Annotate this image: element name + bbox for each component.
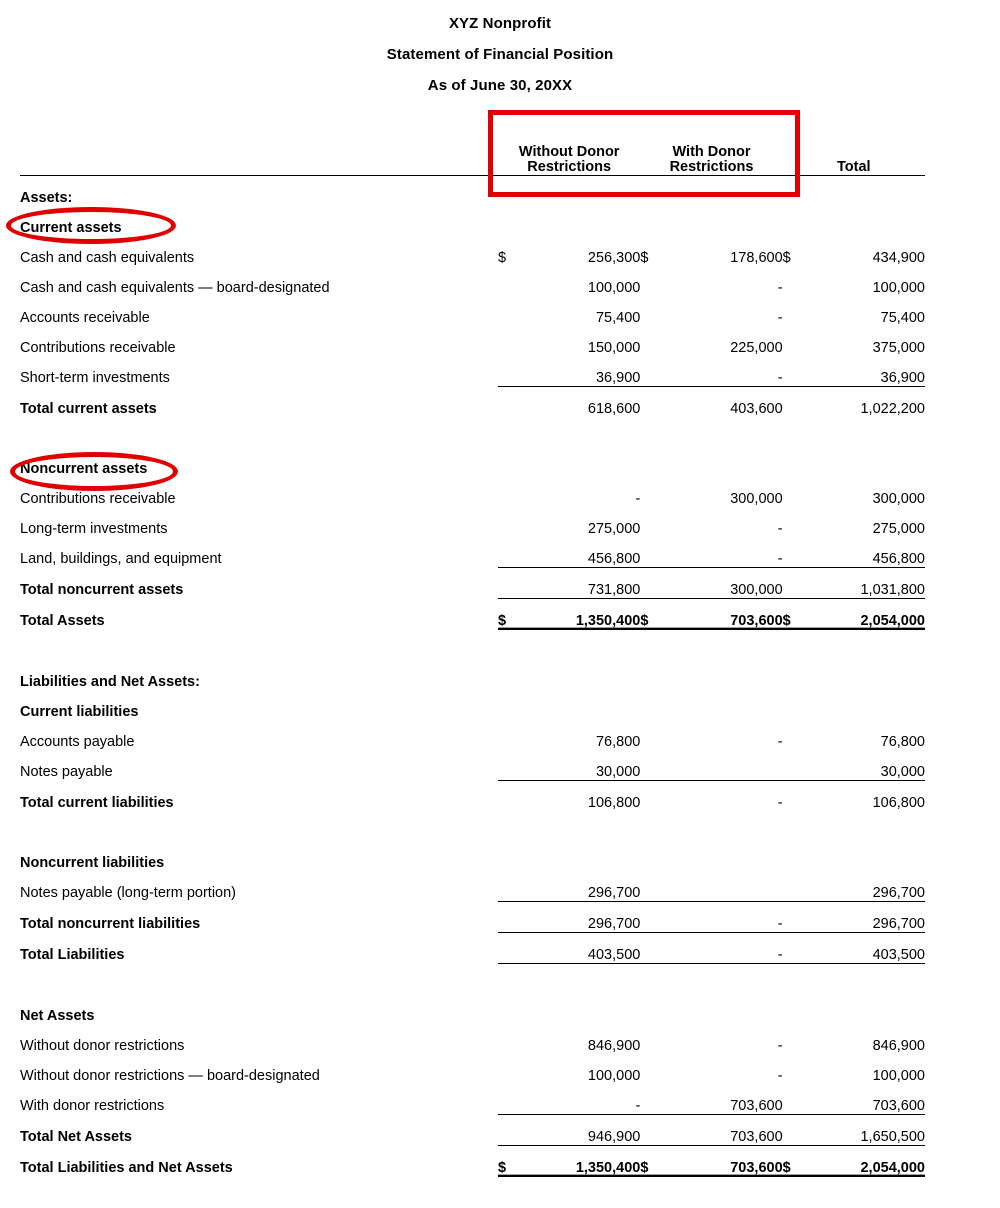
currency-symbol: $ [782, 249, 791, 266]
row-value-without: 150,000 [587, 339, 641, 356]
table-row-subtotal [20, 567, 925, 598]
row-label: Without donor restrictions [20, 1037, 185, 1054]
row-value-without: 456,800 [516, 537, 640, 568]
row-value-total: 75,400 [880, 309, 925, 326]
row-value-with: 225,000 [730, 339, 783, 356]
row-value-with: 300,000 [730, 490, 783, 507]
row-value-without: 731,800 [516, 567, 640, 598]
row-value-with [658, 750, 782, 781]
currency-symbol: $ [640, 598, 658, 629]
row-value-total: 296,700 [801, 871, 925, 902]
row-value-total: 1,022,200 [860, 400, 925, 417]
row-value-total: 2,054,000 [801, 1145, 925, 1176]
row-value-total: 100,000 [872, 1067, 925, 1084]
currency-symbol: $ [640, 1145, 658, 1176]
row-value-with: 403,600 [730, 400, 783, 417]
table-row-subtotal [20, 901, 925, 932]
row-value-without: 296,700 [516, 901, 640, 932]
row-value-without: 275,000 [587, 520, 641, 537]
currency-symbol: $ [498, 1145, 516, 1176]
table-row [20, 720, 925, 750]
currency-symbol: $ [498, 249, 507, 266]
row-value-with: 703,600 [658, 1084, 782, 1115]
table-row-subtotal [20, 386, 925, 417]
row-value-without: 1,350,400 [516, 598, 640, 629]
current-assets-heading: Current assets [20, 219, 122, 236]
table-row [20, 296, 925, 326]
section-heading-row [20, 175, 925, 206]
row-label: Total current liabilities [20, 794, 174, 811]
row-label: Total noncurrent assets [20, 582, 184, 598]
table-row [20, 750, 925, 781]
section-heading-row [20, 447, 925, 477]
column-header-without-donor [498, 101, 640, 175]
row-value-with: - [777, 1067, 783, 1084]
row-label: Total Liabilities and Net Assets [20, 1160, 233, 1176]
row-label: Contributions receivable [20, 490, 176, 507]
row-value-without: 846,900 [587, 1037, 641, 1054]
row-value-total: 1,031,800 [801, 567, 925, 598]
row-value-total: 703,600 [801, 1084, 925, 1115]
column-header-without-donor-line2: Restrictions [527, 158, 612, 175]
row-label: Accounts receivable [20, 309, 150, 326]
row-value-without: 76,800 [595, 733, 641, 750]
row-value-without: - [635, 490, 641, 507]
row-label: Total Assets [20, 613, 105, 629]
row-value-without: 296,700 [516, 871, 640, 902]
row-value-total: 300,000 [872, 490, 925, 507]
row-value-total: 2,054,000 [801, 598, 925, 629]
row-value-without: 30,000 [516, 750, 640, 781]
current-liabilities-heading: Current liabilities [20, 703, 139, 720]
assets-heading: Assets: [20, 189, 73, 206]
row-label: Total noncurrent liabilities [20, 916, 201, 932]
row-value-without: 100,000 [587, 279, 641, 296]
row-value-with: 178,600 [730, 249, 783, 266]
row-label: Total Liabilities [20, 947, 125, 963]
row-label: Land, buildings, and equipment [20, 551, 222, 567]
row-value-total: 275,000 [872, 520, 925, 537]
row-value-without: - [516, 1084, 640, 1115]
row-value-without: 75,400 [595, 309, 641, 326]
row-label: Notes payable [20, 764, 113, 780]
table-row [20, 236, 925, 266]
row-value-with [658, 871, 782, 902]
noncurrent-liabilities-heading: Noncurrent liabilities [20, 854, 165, 871]
liabilities-net-assets-heading: Liabilities and Net Assets: [20, 673, 200, 690]
organization-name: XYZ Nonprofit [448, 15, 552, 32]
row-value-total: 456,800 [801, 537, 925, 568]
row-value-total: 296,700 [801, 901, 925, 932]
row-value-total: 403,500 [801, 932, 925, 963]
row-value-without: 403,500 [516, 932, 640, 963]
row-label: Without donor restrictions — board-designated [20, 1067, 320, 1084]
table-row [20, 871, 925, 902]
section-heading-row [20, 994, 925, 1024]
row-value-with: 300,000 [658, 567, 782, 598]
column-header-without-donor-line1: Without Donor [518, 143, 620, 160]
net-assets-heading: Net Assets [20, 1007, 95, 1024]
row-value-with: 703,600 [658, 1114, 782, 1145]
row-value-without: 946,900 [516, 1114, 640, 1145]
row-label: Long-term investments [20, 520, 168, 537]
table-row [20, 1054, 925, 1084]
table-row [20, 356, 925, 387]
row-value-with: - [658, 901, 782, 932]
row-value-without: 256,300 [587, 249, 641, 266]
table-row-total [20, 932, 925, 963]
row-value-total: 30,000 [801, 750, 925, 781]
table-row [20, 266, 925, 296]
row-value-with: - [777, 279, 783, 296]
table-row-total [20, 1145, 925, 1176]
row-value-with: - [777, 733, 783, 750]
row-label: Short-term investments [20, 370, 170, 386]
table-row [20, 477, 925, 507]
section-heading-row [20, 841, 925, 871]
section-heading-row [20, 206, 925, 236]
row-value-total: 846,900 [872, 1037, 925, 1054]
row-value-total: 375,000 [872, 339, 925, 356]
currency-symbol: $ [498, 598, 516, 629]
row-value-without: 106,800 [587, 794, 641, 811]
row-value-without: 1,350,400 [516, 1145, 640, 1176]
row-value-total: 100,000 [872, 279, 925, 296]
row-value-without: 36,900 [516, 356, 640, 387]
column-header-with-donor-line1: With Donor [672, 143, 751, 160]
row-value-with: 703,600 [658, 598, 782, 629]
currency-symbol: $ [783, 1145, 801, 1176]
row-value-total: 106,800 [872, 794, 925, 811]
row-value-with: - [658, 537, 782, 568]
row-value-total: 76,800 [880, 733, 925, 750]
statement-title: Statement of Financial Position [386, 46, 614, 63]
row-value-total: 1,650,500 [801, 1114, 925, 1145]
currency-symbol: $ [783, 598, 801, 629]
column-header-with-donor [640, 101, 782, 175]
row-value-with: - [777, 520, 783, 537]
title-block [0, 0, 1000, 101]
table-row-subtotal [20, 780, 925, 811]
section-heading-row [20, 660, 925, 690]
row-label: Cash and cash equivalents — board-designated [20, 279, 330, 296]
table-row [20, 507, 925, 537]
table-row-subtotal [20, 1114, 925, 1145]
noncurrent-assets-heading: Noncurrent assets [20, 460, 148, 477]
table-row [20, 1084, 925, 1115]
statement-period: As of June 30, 20XX [427, 77, 573, 94]
row-value-total: 434,900 [872, 249, 925, 266]
column-header-with-donor-line2: Restrictions [669, 158, 754, 175]
row-value-with: - [658, 356, 782, 387]
row-label: Notes payable (long-term portion) [20, 885, 236, 901]
row-label: Contributions receivable [20, 339, 176, 356]
table-row-total [20, 598, 925, 629]
row-label: Total Net Assets [20, 1129, 132, 1145]
row-value-with: - [658, 932, 782, 963]
row-label: Cash and cash equivalents [20, 249, 195, 266]
row-value-with: - [777, 794, 783, 811]
row-value-total: 36,900 [801, 356, 925, 387]
row-label: Total current assets [20, 400, 157, 417]
column-header-row [20, 101, 925, 175]
row-value-with: 703,600 [658, 1145, 782, 1176]
row-value-with: - [777, 309, 783, 326]
section-heading-row [20, 690, 925, 720]
row-value-without: 100,000 [587, 1067, 641, 1084]
row-label: With donor restrictions [20, 1098, 165, 1114]
row-label: Accounts payable [20, 733, 135, 750]
statement-table [20, 101, 925, 1177]
column-header-total: Total [783, 101, 925, 175]
table-row [20, 537, 925, 568]
table-row [20, 326, 925, 356]
currency-symbol: $ [640, 249, 649, 266]
row-value-without: 618,600 [587, 400, 641, 417]
header-spacer [20, 101, 498, 175]
row-value-with: - [777, 1037, 783, 1054]
table-row [20, 1024, 925, 1054]
